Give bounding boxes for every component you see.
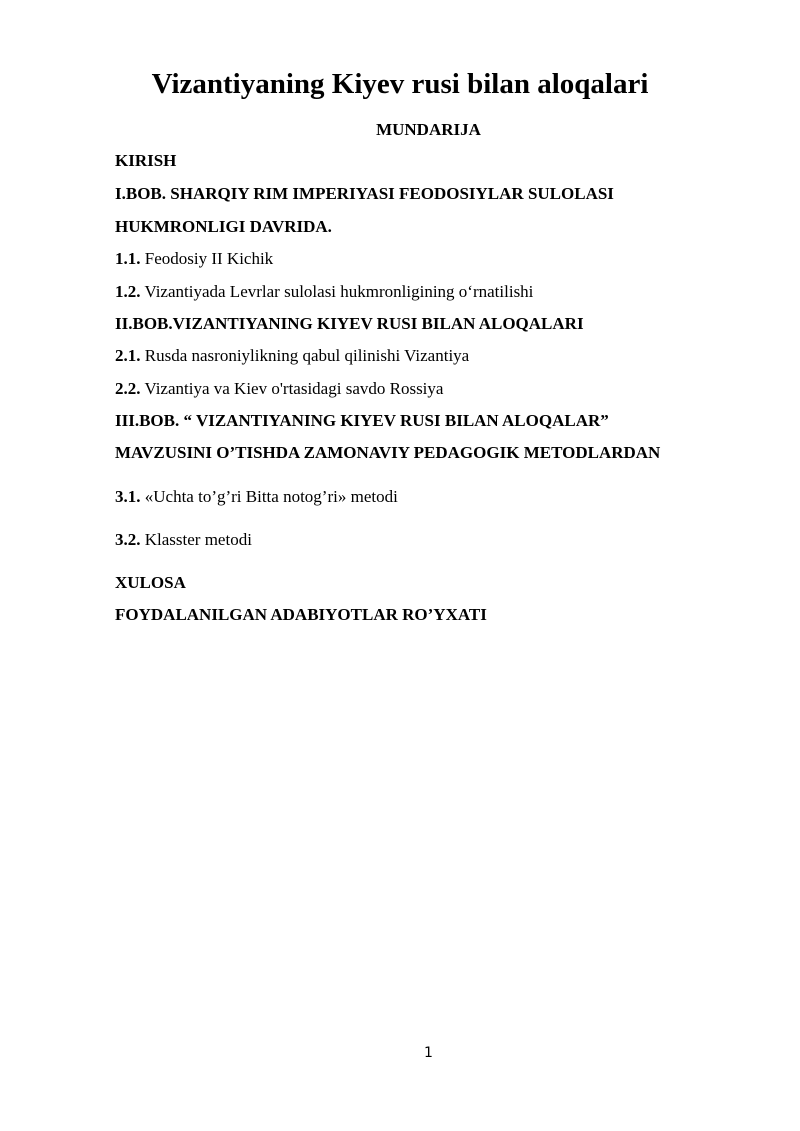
toc-entry-intro: KIRISH xyxy=(115,151,177,170)
section-number: 1.2. xyxy=(115,282,141,301)
toc-entry-chapter2: II.BOB.VIZANTIYANING KIYEV RUSI BILAN ALOQALARI xyxy=(115,314,584,333)
page-number: 1 xyxy=(424,1045,433,1061)
toc-entry-chapter3-line2: MAVZUSINI O’TISHDA ZAMONAVIY PEDAGOGIK METODLARDAN xyxy=(115,443,661,462)
section-title: Rusda nasroniylikning qabul qilinishi Vizantiya xyxy=(144,346,470,365)
section-number: 1.1. xyxy=(115,249,141,268)
section-number: 2.2. xyxy=(115,379,141,398)
section-title: Vizantiyada Levrlar sulolasi hukmronligining o‘rnatilishi xyxy=(144,282,534,301)
section-title: Klasster metodi xyxy=(144,530,252,549)
section-number: 3.2. xyxy=(115,530,141,549)
section-number: 2.1. xyxy=(115,346,141,365)
toc-heading: MUNDARIJA xyxy=(376,120,481,139)
section-number: 3.1. xyxy=(115,487,141,506)
section-title: «Uchta to’g’ri Bitta notog’ri» metodi xyxy=(144,487,398,506)
toc-entry-section-3-1 xyxy=(115,486,398,508)
toc-entry-section-1-2 xyxy=(115,281,533,303)
toc-entry-section-2-1 xyxy=(115,345,469,367)
section-title: Vizantiya va Kiev o'rtasidagi savdo Rossiya xyxy=(144,379,444,398)
toc-entry-section-3-2 xyxy=(115,529,252,551)
toc-entry-chapter1-line2: HUKMRONLIGI DAVRIDA. xyxy=(115,217,332,236)
toc-entry-section-2-2 xyxy=(115,378,443,400)
section-title: Feodosiy II Kichik xyxy=(144,249,274,268)
toc-entry-section-1-1 xyxy=(115,248,273,270)
document-title: Vizantiyaning Kiyev rusi bilan aloqalari xyxy=(151,68,649,100)
toc-entry-conclusion: XULOSA xyxy=(115,573,186,592)
toc-entry-chapter3-line1: III.BOB. “ VIZANTIYANING KIYEV RUSI BILAN ALOQALAR” xyxy=(115,411,609,430)
toc-entry-chapter1-line1: I.BOB. SHARQIY RIM IMPERIYASI FEODOSIYLAR SULOLASI xyxy=(115,184,614,203)
toc-entry-references: FOYDALANILGAN ADABIYOTLAR RO’YXATI xyxy=(115,605,487,624)
